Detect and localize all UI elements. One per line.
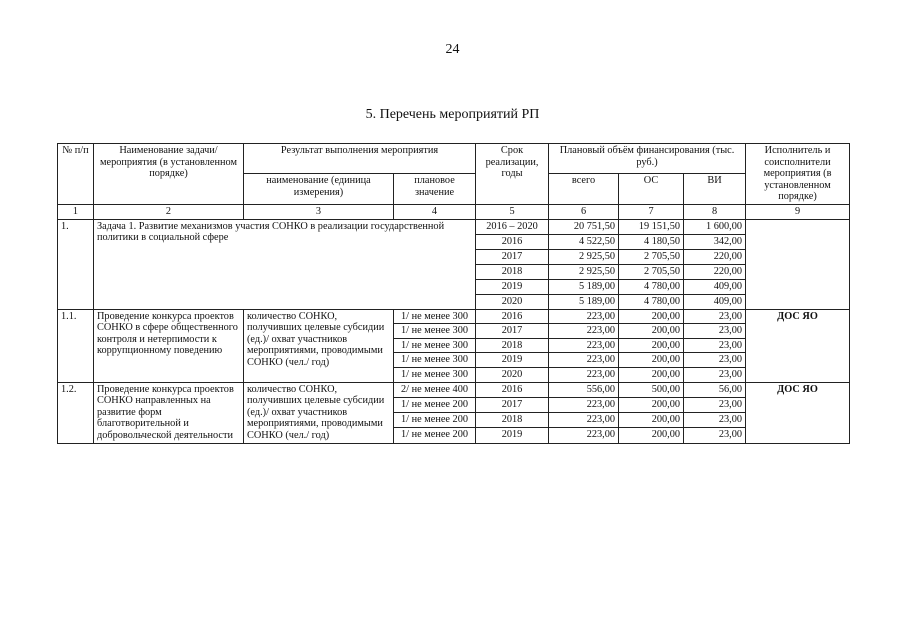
m11-vi: 23,00 xyxy=(684,324,746,339)
task1-vi: 409,00 xyxy=(684,279,746,294)
m12-plan: 1/ не менее 200 xyxy=(394,428,476,443)
m12-year: 2018 xyxy=(476,413,549,428)
m12-result: количество СОНКО, получивших целевые субсидии (ед.)/ охват участников мероприятиями, проводимыми СОНКО (чел./ год) xyxy=(244,382,394,443)
m11-name: Проведение конкурса проектов СОНКО в сфере общественного контроля и нетерпимости к коррупционному поведению xyxy=(94,309,244,382)
header-task: Наименование задачи/ мероприятия (в установленном порядке) xyxy=(94,144,244,205)
column-number: 2 xyxy=(94,204,244,219)
m11-year: 2018 xyxy=(476,338,549,353)
m11-vi: 23,00 xyxy=(684,309,746,324)
m11-total: 223,00 xyxy=(549,309,619,324)
m11-plan: 1/ не менее 300 xyxy=(394,338,476,353)
task1-vi: 220,00 xyxy=(684,249,746,264)
task1-year: 2020 xyxy=(476,294,549,309)
m11-year: 2020 xyxy=(476,367,549,382)
m11-total: 223,00 xyxy=(549,338,619,353)
header-total: всего xyxy=(549,174,619,204)
task1-year: 2016 xyxy=(476,234,549,249)
task1-vi: 342,00 xyxy=(684,234,746,249)
task1-os: 2 705,50 xyxy=(619,264,684,279)
task1-year: 2016 – 2020 xyxy=(476,219,549,234)
m11-executor: ДОС ЯО xyxy=(746,309,850,382)
m11-os: 200,00 xyxy=(619,309,684,324)
m12-os: 200,00 xyxy=(619,413,684,428)
header-finance: Плановый объём финансирования (тыс. руб.) xyxy=(549,144,746,174)
task1-vi: 220,00 xyxy=(684,264,746,279)
header-os: ОС xyxy=(619,174,684,204)
m12-vi: 56,00 xyxy=(684,382,746,397)
measures-table xyxy=(57,143,850,444)
m11-vi: 23,00 xyxy=(684,353,746,368)
m11-year: 2019 xyxy=(476,353,549,368)
m11-os: 200,00 xyxy=(619,353,684,368)
task1-name: Задача 1. Развитие механизмов участия СОНКО в реализации государственной политики в социальной сфере xyxy=(94,219,476,309)
header-vi: ВИ xyxy=(684,174,746,204)
column-number: 7 xyxy=(619,204,684,219)
m12-vi: 23,00 xyxy=(684,413,746,428)
header-executor: Исполнитель и соисполнители мероприятия (в установленном порядке) xyxy=(746,144,850,205)
m12-executor: ДОС ЯО xyxy=(746,382,850,443)
task1-total: 5 189,00 xyxy=(549,294,619,309)
m12-total: 556,00 xyxy=(549,382,619,397)
m12-vi: 23,00 xyxy=(684,397,746,412)
m12-total: 223,00 xyxy=(549,413,619,428)
m11-os: 200,00 xyxy=(619,367,684,382)
task1-os: 4 780,00 xyxy=(619,294,684,309)
m11-total: 223,00 xyxy=(549,353,619,368)
column-number: 9 xyxy=(746,204,850,219)
m12-os: 200,00 xyxy=(619,397,684,412)
m12-vi: 23,00 xyxy=(684,428,746,443)
m12-number: 1.2. xyxy=(58,382,94,443)
column-number: 6 xyxy=(549,204,619,219)
m11-os: 200,00 xyxy=(619,324,684,339)
table-row xyxy=(58,309,850,324)
column-number: 3 xyxy=(244,204,394,219)
task1-total: 2 925,50 xyxy=(549,264,619,279)
m12-year: 2016 xyxy=(476,382,549,397)
m11-year: 2016 xyxy=(476,309,549,324)
task1-total: 2 925,50 xyxy=(549,249,619,264)
m11-plan: 1/ не менее 300 xyxy=(394,324,476,339)
task1-os: 19 151,50 xyxy=(619,219,684,234)
column-numbers-row xyxy=(58,204,850,219)
task1-executor xyxy=(746,219,850,309)
column-number: 5 xyxy=(476,204,549,219)
task1-year: 2019 xyxy=(476,279,549,294)
m11-total: 223,00 xyxy=(549,324,619,339)
task1-vi: 409,00 xyxy=(684,294,746,309)
m12-plan: 1/ не менее 200 xyxy=(394,413,476,428)
header-term: Срок реализации, годы xyxy=(476,144,549,205)
header-row-1 xyxy=(58,144,850,174)
m12-total: 223,00 xyxy=(549,428,619,443)
table-row xyxy=(58,219,850,234)
task1-year: 2017 xyxy=(476,249,549,264)
task1-total: 5 189,00 xyxy=(549,279,619,294)
column-number: 4 xyxy=(394,204,476,219)
m11-plan: 1/ не менее 300 xyxy=(394,309,476,324)
page-number: 24 xyxy=(445,42,460,57)
task1-total: 20 751,50 xyxy=(549,219,619,234)
task1-os: 4 780,00 xyxy=(619,279,684,294)
task1-total: 4 522,50 xyxy=(549,234,619,249)
task1-year: 2018 xyxy=(476,264,549,279)
m12-year: 2019 xyxy=(476,428,549,443)
m11-total: 223,00 xyxy=(549,367,619,382)
task1-os: 2 705,50 xyxy=(619,249,684,264)
task1-vi: 1 600,00 xyxy=(684,219,746,234)
m12-year: 2017 xyxy=(476,397,549,412)
section-title: 5. Перечень мероприятий РП xyxy=(365,107,540,122)
header-result: Результат выполнения мероприятия xyxy=(244,144,476,174)
m11-vi: 23,00 xyxy=(684,338,746,353)
m11-result: количество СОНКО, получивших целевые субсидии (ед.)/ охват участников мероприятиями, проводимыми СОНКО (чел./ год) xyxy=(244,309,394,382)
m12-plan: 2/ не менее 400 xyxy=(394,382,476,397)
m11-os: 200,00 xyxy=(619,338,684,353)
m11-plan: 1/ не менее 300 xyxy=(394,353,476,368)
m12-os: 500,00 xyxy=(619,382,684,397)
m12-total: 223,00 xyxy=(549,397,619,412)
m11-vi: 23,00 xyxy=(684,367,746,382)
column-number: 8 xyxy=(684,204,746,219)
header-result-plan: плановое значение xyxy=(394,174,476,204)
m11-plan: 1/ не менее 300 xyxy=(394,367,476,382)
m12-os: 200,00 xyxy=(619,428,684,443)
m12-name: Проведение конкурса проектов СОНКО направленных на развитие форм благотворительной и добровольческой деятельности xyxy=(94,382,244,443)
column-number: 1 xyxy=(58,204,94,219)
header-no: № п/п xyxy=(58,144,94,205)
header-result-name: наименование (единица измерения) xyxy=(244,174,394,204)
table-row xyxy=(58,382,850,397)
m11-number: 1.1. xyxy=(58,309,94,382)
task1-os: 4 180,50 xyxy=(619,234,684,249)
m12-plan: 1/ не менее 200 xyxy=(394,397,476,412)
m11-year: 2017 xyxy=(476,324,549,339)
task1-number: 1. xyxy=(58,219,94,309)
